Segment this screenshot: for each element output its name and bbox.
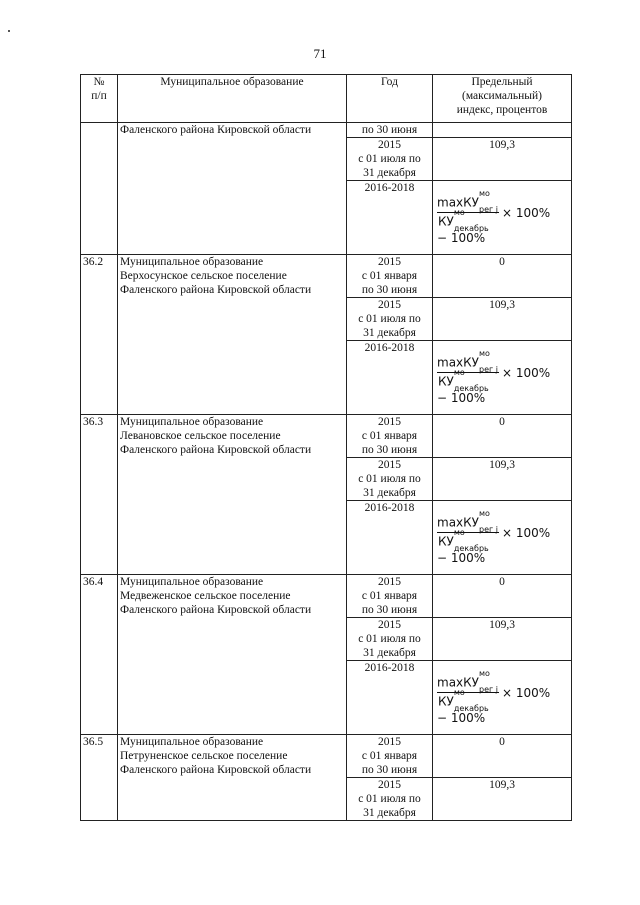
row-index-value: 109,3 xyxy=(433,458,572,501)
row-index-formula-cell xyxy=(433,341,572,415)
formula-fraction xyxy=(437,669,499,713)
table-row xyxy=(81,415,572,458)
formula-denominator: КУ мо декабрь xyxy=(438,368,489,393)
row-period: 2015 с 01 июля по 31 декабря xyxy=(347,458,433,501)
formula-minus: − 100% xyxy=(437,231,486,245)
table-row xyxy=(81,255,572,298)
header-municipality: Муниципальное образование xyxy=(118,75,347,123)
max-index-formula xyxy=(437,669,569,713)
row-period: 2015 с 01 января по 30 июня xyxy=(347,735,433,778)
row-municipality: Фаленского района Кировской области xyxy=(118,123,347,255)
row-period: 2015 с 01 января по 30 июня xyxy=(347,575,433,618)
row-number xyxy=(81,123,118,255)
row-index-value: 109,3 xyxy=(433,778,572,821)
row-municipality: Муниципальное образование Левановское сельское поселение Фаленского района Кировской области xyxy=(118,415,347,575)
row-index-value: 0 xyxy=(433,415,572,458)
row-number: 36.4 xyxy=(81,575,118,735)
row-number: 36.2 xyxy=(81,255,118,415)
formula-denominator: КУ мо декабрь xyxy=(438,208,489,233)
row-index-value: 109,3 xyxy=(433,298,572,341)
row-period: 2015 с 01 июля по 31 декабря xyxy=(347,778,433,821)
row-index-value: 109,3 xyxy=(433,618,572,661)
formula-multiplier: × 100% xyxy=(501,525,551,540)
table-header-row xyxy=(81,75,572,123)
page-number: 71 xyxy=(313,46,327,61)
row-period: 2016-2018 xyxy=(347,661,433,735)
row-period: 2015 с 01 июля по 31 декабря xyxy=(347,298,433,341)
formula-numerator: maxКУ мо рег j xyxy=(437,349,498,374)
row-number: 36.3 xyxy=(81,415,118,575)
row-municipality: Муниципальное образование Петруненское сельское поселение Фаленского района Кировской области xyxy=(118,735,347,821)
max-index-formula xyxy=(437,349,569,393)
formula-multiplier: × 100% xyxy=(501,205,551,220)
row-municipality: Муниципальное образование Медвеженское сельское поселение Фаленского района Кировской области xyxy=(118,575,347,735)
header-year: Год xyxy=(347,75,433,123)
row-index-value: 0 xyxy=(433,255,572,298)
row-index-formula-cell xyxy=(433,501,572,575)
formula-numerator: maxКУ мо рег j xyxy=(437,189,498,214)
row-period: 2015 с 01 июля по 31 декабря xyxy=(347,618,433,661)
row-period: 2016-2018 xyxy=(347,181,433,255)
formula-denominator: КУ мо декабрь xyxy=(438,688,489,713)
row-period: 2016-2018 xyxy=(347,501,433,575)
max-index-formula xyxy=(437,509,569,553)
table-row xyxy=(81,735,572,778)
row-number: 36.5 xyxy=(81,735,118,821)
max-index-formula xyxy=(437,189,569,233)
formula-fraction xyxy=(437,189,499,233)
formula-multiplier: × 100% xyxy=(501,365,551,380)
row-index-formula-cell xyxy=(433,661,572,735)
table-row xyxy=(81,123,572,138)
row-index-value xyxy=(433,123,572,138)
row-period: по 30 июня xyxy=(347,123,433,138)
formula-fraction xyxy=(437,349,499,393)
row-municipality: Муниципальное образование Верхосунское сельское поселение Фаленского района Кировской области xyxy=(118,255,347,415)
table-row xyxy=(81,575,572,618)
row-period: 2015 с 01 января по 30 июня xyxy=(347,415,433,458)
formula-numerator: maxКУ мо рег j xyxy=(437,509,498,534)
formula-minus: − 100% xyxy=(437,551,486,565)
row-period: 2015 с 01 июля по 31 декабря xyxy=(347,138,433,181)
formula-denominator: КУ мо декабрь xyxy=(438,528,489,553)
row-index-value: 0 xyxy=(433,735,572,778)
formula-minus: − 100% xyxy=(437,711,486,725)
row-index-formula-cell xyxy=(433,181,572,255)
row-period: 2015 с 01 января по 30 июня xyxy=(347,255,433,298)
formula-fraction xyxy=(437,509,499,553)
row-index-value: 0 xyxy=(433,575,572,618)
header-number: № п/п xyxy=(81,75,118,123)
formula-numerator: maxКУ мо рег j xyxy=(437,669,498,694)
index-table xyxy=(80,74,572,821)
formula-minus: − 100% xyxy=(437,391,486,405)
row-period: 2016-2018 xyxy=(347,341,433,415)
row-index-value: 109,3 xyxy=(433,138,572,181)
scan-speck xyxy=(8,30,10,32)
formula-multiplier: × 100% xyxy=(501,685,551,700)
header-max-index: Предельный (максимальный) индекс, процентов xyxy=(433,75,572,123)
table-body xyxy=(81,123,572,821)
